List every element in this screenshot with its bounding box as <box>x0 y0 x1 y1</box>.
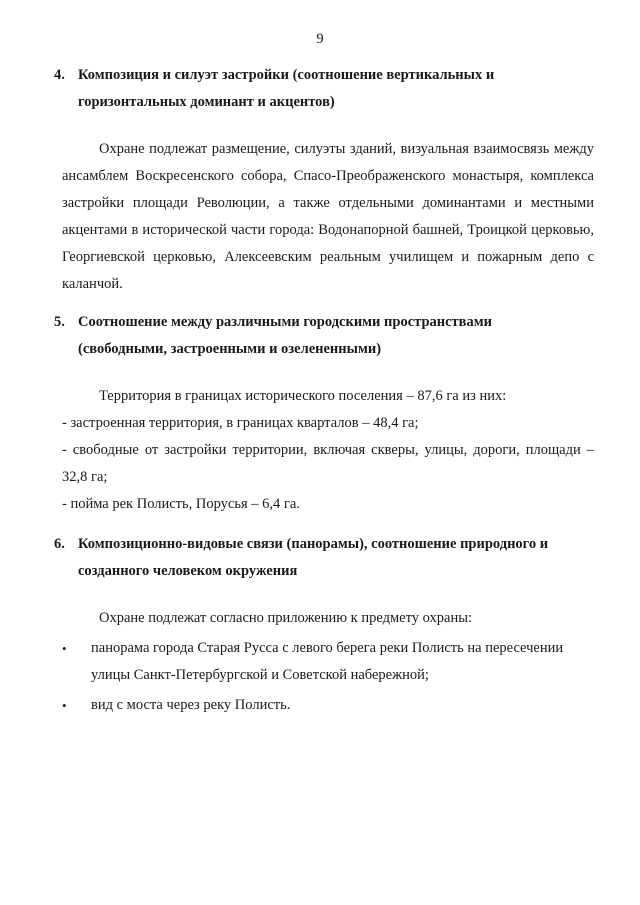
section-number: 5. <box>54 314 65 330</box>
bullet-text: вид с моста через реку Полисть. <box>91 697 291 713</box>
list-item: - пойма рек Полисть, Порусья – 6,4 га. <box>62 496 300 512</box>
section-number: 4. <box>54 67 65 83</box>
section-paragraph: Охране подлежат размещение, силуэты зданий, визуальная взаимосвязь между ансамблем Воскресенского собора, Спасо-Преображенского монастыря, комплекса застройки площади Революции, а также отдельными доминантами и местными акцентами в исторической части города: Водонапорной башней, Троицкой церковью, Георгиевской церковью, Алексеевским реальным училищем и пожарным депо с каланчой. <box>62 141 594 292</box>
page-number: 9 <box>316 31 324 47</box>
bullet-item <box>0 635 594 689</box>
section-4 <box>0 62 640 298</box>
section-intro: Охране подлежат согласно приложению к предмету охраны: <box>99 610 472 626</box>
section-title: Композиция и силуэт застройки (соотношение вертикальных и горизонтальных доминант и акцентов) <box>78 67 495 110</box>
section-title: Композиционно-видовые связи (панорамы), соотношение природного и созданного человеком окружения <box>78 536 549 579</box>
bullet-item <box>0 692 594 719</box>
list-item-continuation: 32,8 га; <box>62 469 108 485</box>
section-heading <box>0 62 578 116</box>
bullet-text: панорама города Старая Русса с левого берега реки Полисть на пересечении улицы Санкт-Петербургской и Советской набережной; <box>91 640 564 683</box>
section-title: Соотношение между различными городскими пространствами (свободными, застроенными и озелененными) <box>78 314 492 357</box>
section-intro: Территория в границах исторического поселения – 87,6 га из них: <box>99 388 507 404</box>
bullet-icon: • <box>62 641 67 656</box>
list-item: - свободные от застройки территории, включая скверы, улицы, дороги, площади – <box>62 442 594 458</box>
section-number: 6. <box>54 536 65 552</box>
section-heading <box>0 309 578 363</box>
section-heading <box>0 531 578 585</box>
section-5 <box>0 309 640 518</box>
section-6 <box>0 531 640 719</box>
bullet-icon: • <box>62 698 67 713</box>
list-item: - застроенная территория, в границах кварталов – 48,4 га; <box>62 415 419 431</box>
